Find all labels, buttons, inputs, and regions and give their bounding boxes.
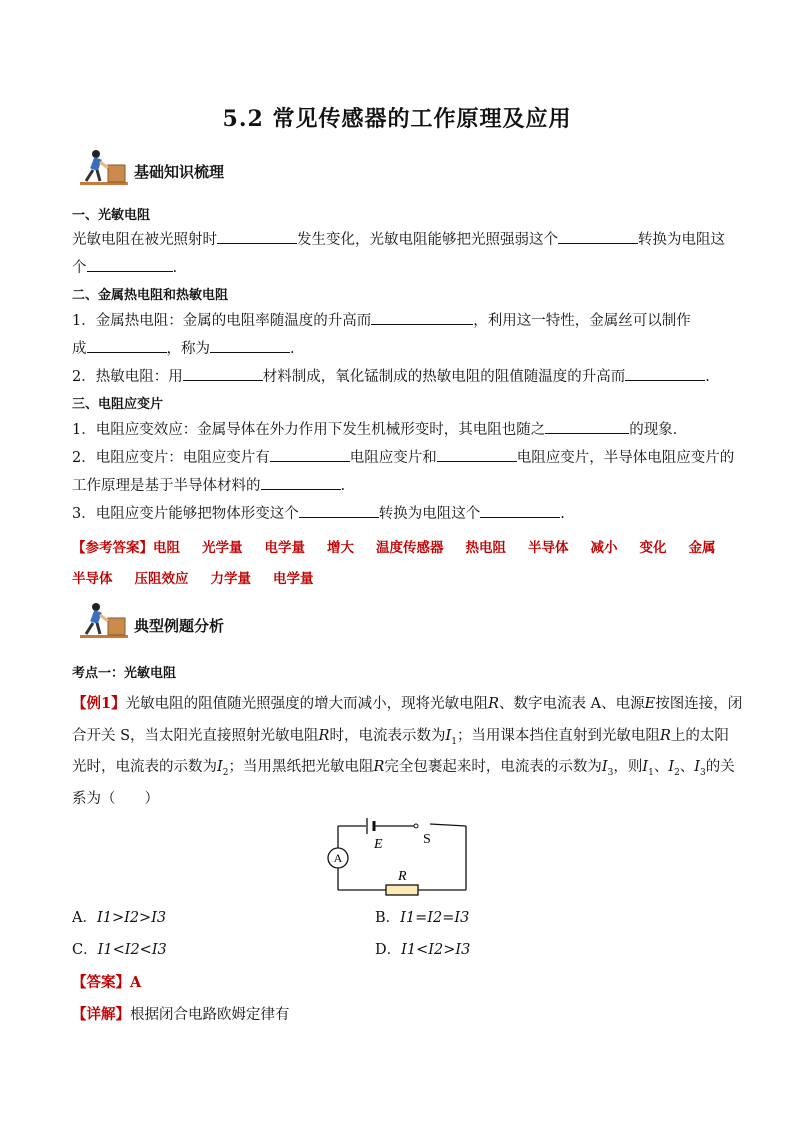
text-line: 1．金属热电阻：金属的电阻率随温度的升高而 ，利用这一特性，金属丝可以制作 — [72, 309, 691, 330]
answer-line: 【答案】A — [72, 974, 142, 991]
option-d: D．I1<I2>I3 — [375, 942, 471, 958]
text-line: 个 . — [72, 256, 177, 277]
page-title: 5.2 常见传感器的工作原理及应用 — [222, 106, 572, 132]
text-line: 2．电阻应变片：电阻应变片有 电阻应变片和 电阻应变片，半导体电阻应变片的 — [72, 446, 734, 467]
example-line: 【例1】光敏电阻的阻值随光照强度的增大而减小，现将光敏电阻R、数字电流表 A、电源E按图连接，闭 — [72, 695, 743, 712]
text-line: 成 ，称为 . — [72, 337, 295, 358]
part-heading: 三、电阻应变片 — [72, 397, 164, 412]
pushing-box-icon — [78, 148, 130, 188]
section-heading: 基础知识梳理 — [134, 163, 225, 181]
switch-terminal — [414, 824, 418, 828]
option-a: A．I1>I2>I3 — [72, 910, 167, 926]
pushing-box-icon — [78, 601, 130, 641]
section-heading: 典型例题分析 — [134, 617, 225, 635]
switch-blade — [430, 824, 466, 826]
part-heading: 二、金属热电阻和热敏电阻 — [72, 288, 229, 303]
text-line: 光敏电阻在被光照射时 发生变化，光敏电阻能够把光照强弱这个 转换为电阻这 — [72, 228, 725, 249]
resistor-symbol — [386, 885, 418, 895]
text-line: 2．热敏电阻：用 材料制成，氧化锰制成的热敏电阻的阻值随温度的升高而 . — [72, 365, 710, 386]
switch-label: S — [423, 832, 431, 847]
option-b: B．I1=I2=I3 — [375, 910, 470, 926]
part-heading: 一、光敏电阻 — [72, 208, 151, 223]
resistor-label: R — [398, 869, 407, 884]
circuit-diagram — [318, 818, 478, 898]
example-line: 光时，电流表的示数为$I_2$；当用黑纸把光敏电阻R完全包裹起来时，电流表的示数为$I_3$，则$I_1$、$I_2$、$I_3$的关 — [72, 759, 735, 778]
exam-point: 考点一：光敏电阻 — [72, 666, 177, 681]
text-line: 3．电阻应变片能够把物体形变这个 转换为电阻这个 . — [72, 502, 565, 523]
reference-answers-row-1: 【参考答案】电阻 光学量 电学量 增大 温度传感器 热电阻 半导体 减小 变化 金属 — [72, 540, 716, 556]
source-label: E — [374, 837, 383, 852]
detail-line: 【详解】根据闭合电路欧姆定律有 — [72, 1006, 290, 1023]
example-line: 合开关 S，当太阳光直接照射光敏电阻R时，电流表示数为$I_1$；当用课本挡住直射到光敏电阻R上的太阳 — [72, 728, 729, 747]
reference-answers-row-2: 半导体 压阻效应 力学量 电学量 — [72, 571, 314, 587]
text-line: 工作原理是基于半导体材料的 . — [72, 474, 345, 495]
ammeter-label: A — [333, 851, 343, 865]
option-c: C．I1<I2<I3 — [72, 942, 167, 958]
text-line: 1．电阻应变效应：金属导体在外力作用下发生机械形变时，其电阻也随之 的现象． — [72, 418, 687, 439]
example-line: 系为（ ） — [72, 791, 159, 807]
